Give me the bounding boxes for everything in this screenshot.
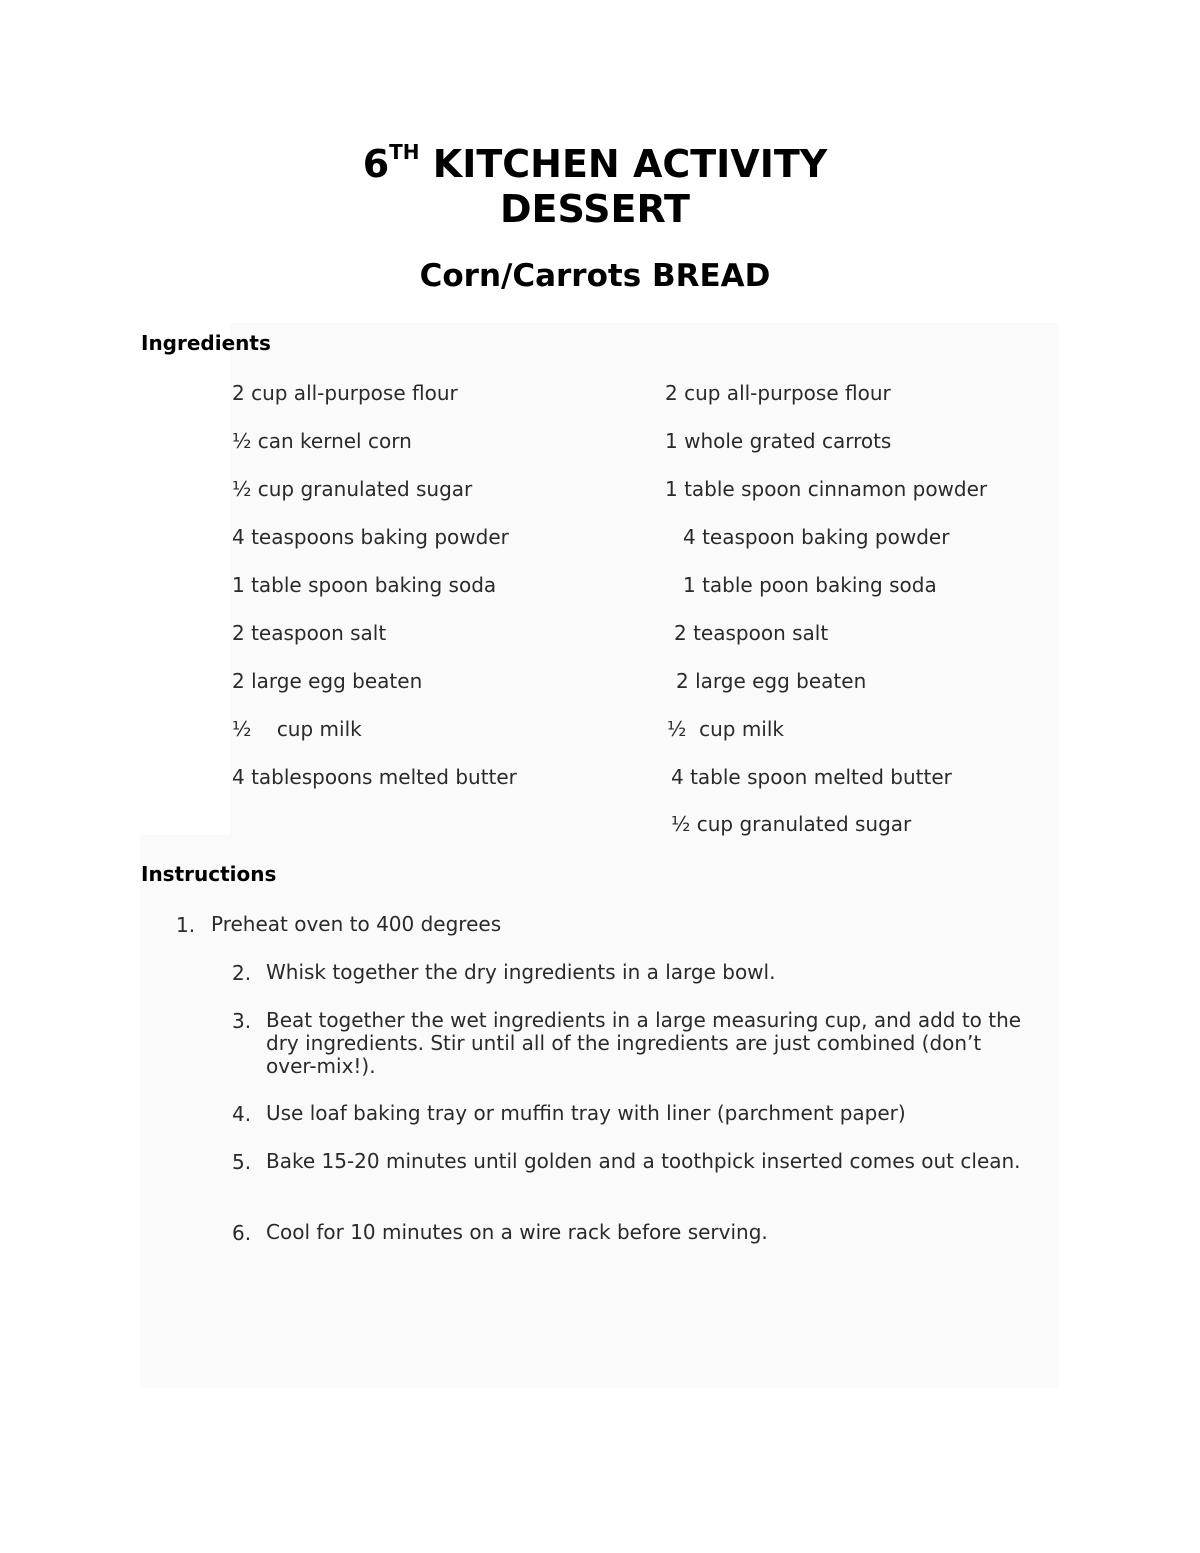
- ingredient-item: 4 tablespoons melted butter: [232, 765, 517, 789]
- ingredient-item: 2 large egg beaten: [232, 669, 423, 693]
- content-shade-bottom: [140, 1245, 1059, 1388]
- ingredient-item: 2 teaspoon salt: [232, 621, 387, 645]
- step-text: Cool for 10 minutes on a wire rack before serving.: [266, 1220, 768, 1244]
- ingredient-item: ½ cup milk: [232, 717, 362, 741]
- ingredient-item: ½ cup granulated sugar: [671, 812, 912, 836]
- ingredient-item: 1 whole grated carrots: [665, 429, 892, 453]
- page-title: [0, 142, 1190, 186]
- ingredient-item: 2 large egg beaten: [676, 669, 867, 693]
- ingredient-item: 1 table spoon baking soda: [232, 573, 497, 597]
- step-number: 6.: [232, 1221, 252, 1245]
- step-number: 5.: [232, 1150, 252, 1174]
- step-number: 3.: [232, 1009, 252, 1033]
- ingredient-item: ½ cup granulated sugar: [232, 477, 473, 501]
- ingredient-item: 2 teaspoon salt: [674, 621, 829, 645]
- step-text: Beat together the wet ingredients in a large measuring cup, and add to the dry ingredients. Stir until all of the ingredients are just combined (don’t over-mix!).: [266, 1008, 1022, 1078]
- title-number: 6: [362, 142, 390, 186]
- recipe-subtitle: Corn/Carrots BREAD: [419, 258, 771, 294]
- ingredients-heading: Ingredients: [141, 331, 271, 355]
- ingredient-item: ½ can kernel corn: [232, 429, 412, 453]
- step-number: 4.: [232, 1102, 252, 1126]
- step-number: 2.: [232, 961, 252, 985]
- ingredient-item: 4 teaspoons baking powder: [232, 525, 509, 549]
- ingredient-item: ½ cup milk: [667, 717, 785, 741]
- ingredient-item: 4 teaspoon baking powder: [683, 525, 950, 549]
- page-title-line2: DESSERT: [500, 187, 690, 231]
- ingredient-item: 1 table spoon cinnamon powder: [665, 477, 988, 501]
- step-text: Preheat oven to 400 degrees: [211, 912, 502, 936]
- step-number: 1.: [176, 913, 196, 937]
- ingredient-item: 1 table poon baking soda: [683, 573, 937, 597]
- step-text: Use loaf baking tray or muffin tray with liner (parchment paper): [266, 1101, 906, 1125]
- ingredient-item: 2 cup all-purpose flour: [665, 381, 891, 405]
- step-text: Bake 15-20 minutes until golden and a toothpick inserted comes out clean.: [266, 1149, 1021, 1173]
- step-text: Whisk together the dry ingredients in a large bowl.: [266, 960, 776, 984]
- ingredient-item: 2 cup all-purpose flour: [232, 381, 458, 405]
- title-text: KITCHEN ACTIVITY: [419, 142, 828, 186]
- ingredient-item: 4 table spoon melted butter: [671, 765, 952, 789]
- instructions-heading: Instructions: [141, 862, 277, 886]
- title-superscript: TH: [389, 140, 420, 165]
